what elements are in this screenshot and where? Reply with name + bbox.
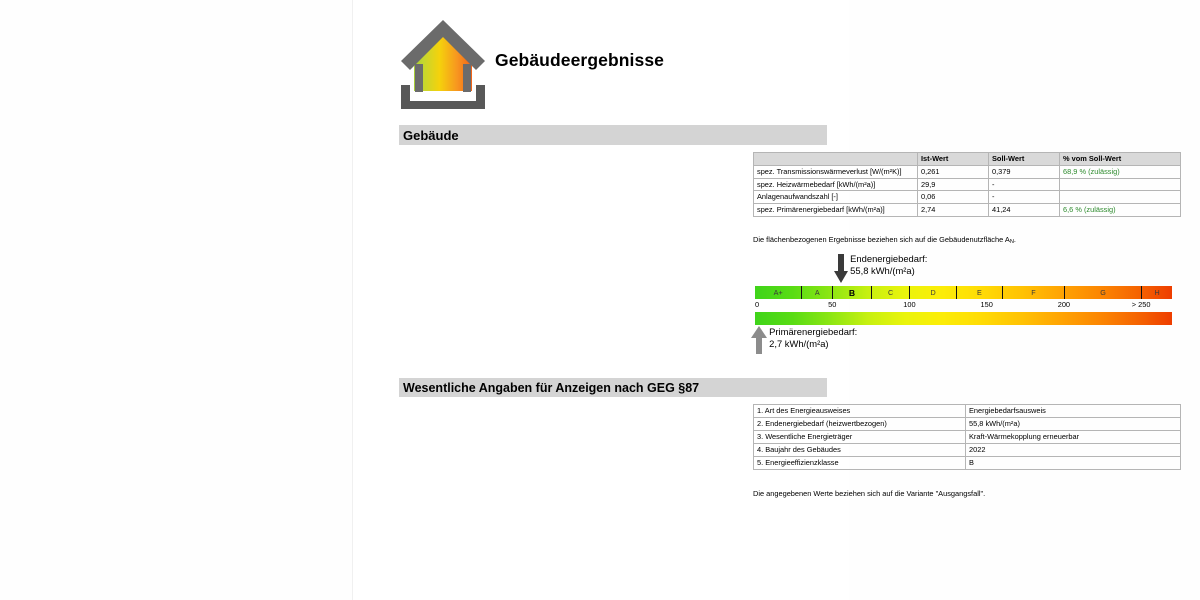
note-text-end: . [1013, 235, 1016, 244]
energy-class-e: E [956, 286, 1002, 299]
energy-class-aplus: A+ [773, 288, 783, 297]
axis-tick-label: 50 [828, 300, 837, 309]
energy-class-h: H [1141, 286, 1172, 299]
marker-endenergiebedarf [834, 254, 954, 284]
axis-tick-label: 150 [980, 300, 993, 309]
document-sheet [353, 0, 1160, 600]
marker-primaerenergiebedarf-value: 2,7 kWh/(m²a) [769, 338, 829, 350]
section-header-angaben: Wesentliche Angaben für Anzeigen nach GEG §87 [399, 378, 827, 397]
cell-ist-wert: 2,74 [918, 204, 989, 217]
table-row [754, 204, 1181, 217]
cell-ist-wert: 29,9 [918, 178, 989, 191]
document-header [399, 14, 829, 110]
cell-percent-soll [1060, 191, 1181, 204]
cell-value: Energiebedarfsausweis [966, 405, 1181, 418]
marker-endenergiebedarf-value: 55,8 kWh/(m²a) [850, 265, 915, 277]
note-gebaeudenutzflaeche [753, 235, 1016, 244]
energy-scale-axis [755, 300, 1172, 310]
energy-class-a: A [801, 286, 832, 299]
table-row [754, 191, 1181, 204]
table-header-row [754, 153, 1181, 166]
table-row [754, 418, 1181, 431]
axis-tick-label: > 250 [1131, 300, 1151, 309]
cell-percent-soll: 68,9 % (zulässig) [1060, 165, 1181, 178]
energy-gradient-bar [755, 312, 1172, 325]
cell-soll-wert: 41,24 [989, 204, 1060, 217]
cell-soll-wert: - [989, 191, 1060, 204]
cell-ist-wert: 0,06 [918, 191, 989, 204]
cell-key: 5. Energieeffizienzklasse [754, 457, 966, 470]
page-title: Gebäudeergebnisse [495, 50, 664, 70]
cell-value: 2022 [966, 444, 1181, 457]
cell-value: B [966, 457, 1181, 470]
cell-key: 1. Art des Energieausweises [754, 405, 966, 418]
marker-primaerenergiebedarf-labels [769, 326, 857, 351]
cell-key: 2. Endenergiebedarf (heizwertbezogen) [754, 418, 966, 431]
marker-primaerenergiebedarf [751, 326, 911, 356]
cell-key: 3. Wesentliche Energieträger [754, 431, 966, 444]
cell-key: 4. Baujahr des Gebäudes [754, 444, 966, 457]
energy-class-d: D [909, 286, 955, 299]
cell-label: spez. Primärenergiebedarf [kWh/(m²a)] [754, 204, 918, 217]
table-row [754, 444, 1181, 457]
col-header-ist: Ist-Wert [918, 153, 989, 166]
table-row [754, 457, 1181, 470]
gebaeude-results-table [753, 152, 1181, 217]
arrow-down-icon [834, 254, 848, 289]
marker-endenergiebedarf-title: Endenergiebedarf: [850, 253, 928, 264]
col-header-label [754, 153, 918, 166]
angaben-table [753, 404, 1181, 470]
cell-percent-soll [1060, 178, 1181, 191]
table-row [754, 431, 1181, 444]
cell-percent-soll: 6,6 % (zulässig) [1060, 204, 1181, 217]
section-header-gebaeude: Gebäude [399, 125, 827, 145]
col-header-soll: Soll-Wert [989, 153, 1060, 166]
note-variante: Die angegebenen Werte beziehen sich auf die Variante "Ausgangsfall". [753, 489, 986, 498]
energy-class-b: B [832, 286, 871, 299]
axis-tick-label: 100 [903, 300, 916, 309]
house-energy-icon [399, 14, 487, 110]
col-header-pct: % vom Soll-Wert [1060, 153, 1181, 166]
marker-endenergiebedarf-labels [850, 253, 927, 278]
note-text: Die flächenbezogenen Ergebnisse beziehen sich auf die Gebäudenutzfläche A [753, 235, 1010, 244]
table-row [754, 165, 1181, 178]
cell-soll-wert: 0,379 [989, 165, 1060, 178]
table-row [754, 178, 1181, 191]
cell-value: Kraft-Wärmekopplung erneuerbar [966, 431, 1181, 444]
cell-soll-wert: - [989, 178, 1060, 191]
energy-scale-block [753, 252, 1173, 352]
cell-label: spez. Heizwärmebedarf [kWh/(m²a)] [754, 178, 918, 191]
cell-value: 55,8 kWh/(m²a) [966, 418, 1181, 431]
energy-class-bar [755, 286, 1172, 299]
axis-tick-label: 0 [755, 300, 760, 309]
note-subscript: N [1009, 239, 1014, 245]
arrow-up-icon [751, 326, 767, 359]
cell-label: spez. Transmissionswärmeverlust [W/(m²K)] [754, 165, 918, 178]
axis-tick-label: 200 [1057, 300, 1071, 309]
cell-ist-wert: 0,261 [918, 165, 989, 178]
energy-class-f: F [1002, 286, 1064, 299]
energy-class-g: G [1064, 286, 1141, 299]
energy-class-c: C [871, 286, 910, 299]
table-row [754, 405, 1181, 418]
cell-label: Anlagenaufwandszahl [-] [754, 191, 918, 204]
marker-primaerenergiebedarf-title: Primärenergiebedarf: [769, 326, 858, 337]
